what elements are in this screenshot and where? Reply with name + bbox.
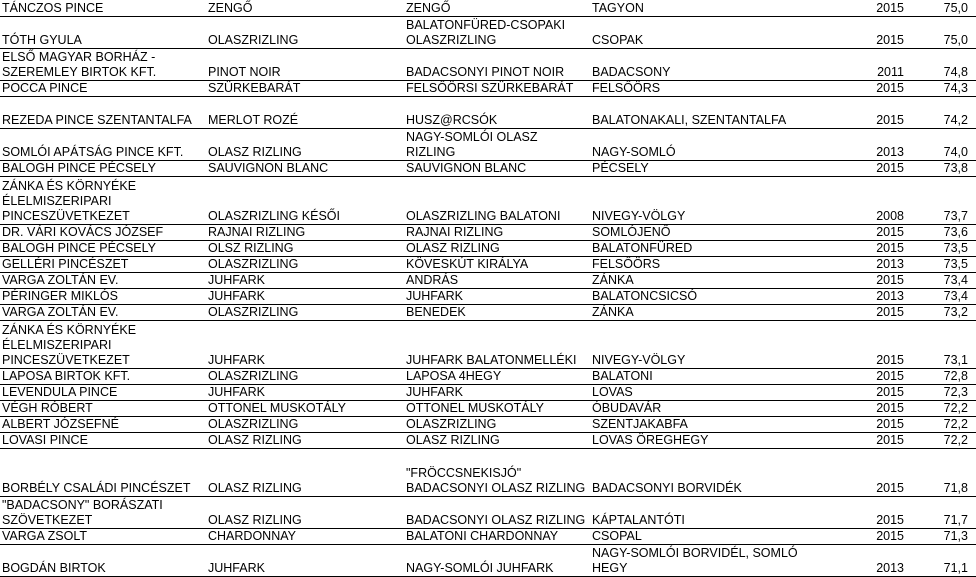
table-row	[0, 240, 976, 256]
variety-cell: JUHFARK	[206, 384, 404, 400]
region-cell: KÁPTALANTÓTI	[590, 496, 800, 528]
region-cell: BALATONCSICSÓ	[590, 288, 800, 304]
variety-cell: OLASZRIZLING	[206, 16, 404, 48]
score-cell: 73,2	[914, 304, 976, 320]
wine-name-cell: JUHFARK	[404, 288, 590, 304]
variety-cell: SAUVIGNON BLANC	[206, 160, 404, 176]
wine-name-cell: SAUVIGNON BLANC	[404, 160, 590, 176]
table-row	[0, 128, 976, 160]
variety-cell: SZÜRKEBARÁT	[206, 80, 404, 96]
variety-cell: OLASZRIZLING	[206, 416, 404, 432]
region-cell: CSOPAK	[590, 16, 800, 48]
variety-cell: OLASZ RIZLING	[206, 496, 404, 528]
winery-cell: VARGA ZOLTÁN EV.	[0, 272, 206, 288]
region-cell: FELSŐÖRS	[590, 80, 800, 96]
region-cell: ZÁNKA	[590, 304, 800, 320]
vintage-cell: 2011	[800, 48, 914, 80]
region-cell: NIVEGY-VÖLGY	[590, 320, 800, 368]
winery-cell: POCCA PINCE	[0, 80, 206, 96]
region-cell: BADACSONYI BORVIDÉK	[590, 448, 800, 496]
table-row	[0, 544, 976, 576]
score-cell: 73,1	[914, 320, 976, 368]
winery-cell: VÉGH RÓBERT	[0, 400, 206, 416]
table-row	[0, 48, 976, 80]
score-cell: 71,1	[914, 544, 976, 576]
variety-cell: CHARDONNAY	[206, 528, 404, 544]
winery-cell: ZÁNKA ÉS KÖRNYÉKE ÉLELMISZERIPARI PINCESZÜVETKEZET	[0, 176, 206, 224]
variety-cell: JUHFARK	[206, 320, 404, 368]
variety-cell: RAJNAI RIZLING	[206, 224, 404, 240]
table-row	[0, 448, 976, 496]
vintage-cell: 2013	[800, 288, 914, 304]
winery-cell: REZEDA PINCE SZENTANTALFA	[0, 96, 206, 128]
vintage-cell: 2015	[800, 160, 914, 176]
winery-cell: VARGA ZSOLT	[0, 528, 206, 544]
wine-name-cell: LAPOSA 4HEGY	[404, 368, 590, 384]
table-row	[0, 400, 976, 416]
region-cell: NIVEGY-VÖLGY	[590, 176, 800, 224]
table-row	[0, 256, 976, 272]
vintage-cell: 2015	[800, 0, 914, 16]
region-cell: BALATONAKALI, SZENTANTALFA	[590, 96, 800, 128]
table-row	[0, 272, 976, 288]
vintage-cell: 2013	[800, 256, 914, 272]
wine-name-cell: BADACSONYI OLASZ RIZLING	[404, 496, 590, 528]
variety-cell: MERLOT ROZÉ	[206, 96, 404, 128]
vintage-cell: 2015	[800, 304, 914, 320]
wine-name-cell: HUSZ@RCSÓK	[404, 96, 590, 128]
region-cell: FELSŐÖRS	[590, 256, 800, 272]
wine-name-cell: NAGY-SOMLÓI JUHFARK	[404, 544, 590, 576]
region-cell: LOVAS ÖREGHEGY	[590, 432, 800, 448]
score-cell: 71,7	[914, 496, 976, 528]
score-cell: 74,0	[914, 128, 976, 160]
wine-name-cell: OLASZ RIZLING	[404, 240, 590, 256]
region-cell: SZENTJAKABFA	[590, 416, 800, 432]
winery-cell: LEVENDULA PINCE	[0, 384, 206, 400]
vintage-cell: 2015	[800, 496, 914, 528]
score-cell: 73,4	[914, 288, 976, 304]
variety-cell: JUHFARK	[206, 272, 404, 288]
wine-name-cell: BENEDEK	[404, 304, 590, 320]
winery-cell: TÁNCZOS PINCE	[0, 0, 206, 16]
vintage-cell: 2015	[800, 272, 914, 288]
table-row	[0, 320, 976, 368]
variety-cell: OLASZRIZLING KÉSŐI	[206, 176, 404, 224]
variety-cell: OLASZ RIZLING	[206, 128, 404, 160]
score-cell: 73,6	[914, 224, 976, 240]
winery-cell: LAPOSA BIRTOK KFT.	[0, 368, 206, 384]
vintage-cell: 2015	[800, 16, 914, 48]
wine-name-cell: OLASZ RIZLING	[404, 432, 590, 448]
table-row	[0, 432, 976, 448]
winery-cell: BOGDÁN BIRTOK	[0, 544, 206, 576]
vintage-cell: 2013	[800, 128, 914, 160]
vintage-cell: 2015	[800, 80, 914, 96]
score-cell: 73,8	[914, 160, 976, 176]
variety-cell: OLASZRIZLING	[206, 368, 404, 384]
variety-cell: JUHFARK	[206, 544, 404, 576]
table-row	[0, 288, 976, 304]
vintage-cell: 2015	[800, 432, 914, 448]
region-cell: ZÁNKA	[590, 272, 800, 288]
vintage-cell: 2015	[800, 528, 914, 544]
table-row	[0, 16, 976, 48]
region-cell: CSOPAL	[590, 528, 800, 544]
region-cell: BALATONI	[590, 368, 800, 384]
variety-cell: OLSZ RIZLING	[206, 240, 404, 256]
region-cell: SOMLÓJENŐ	[590, 224, 800, 240]
table-row	[0, 224, 976, 240]
score-cell: 74,3	[914, 80, 976, 96]
score-cell: 72,2	[914, 400, 976, 416]
table-row	[0, 368, 976, 384]
winery-cell: DR. VÁRI KOVÁCS JÓZSEF	[0, 224, 206, 240]
score-cell: 72,2	[914, 416, 976, 432]
score-cell: 73,7	[914, 176, 976, 224]
table-row	[0, 416, 976, 432]
winery-cell: ZÁNKA ÉS KÖRNYÉKE ÉLELMISZERIPARI PINCESZÜVETKEZET	[0, 320, 206, 368]
winery-cell: SOMLÓI APÁTSÁG PINCE KFT.	[0, 128, 206, 160]
table-row	[0, 176, 976, 224]
table-row	[0, 96, 976, 128]
region-cell: LOVAS	[590, 384, 800, 400]
score-cell: 75,0	[914, 16, 976, 48]
wine-name-cell: OLASZRIZLING BALATONI	[404, 176, 590, 224]
table-row	[0, 496, 976, 528]
wine-name-cell: BALATONFÜRED-CSOPAKI OLASZRIZLING	[404, 16, 590, 48]
score-cell: 71,3	[914, 528, 976, 544]
score-cell: 74,2	[914, 96, 976, 128]
wine-name-cell: BADACSONYI PINOT NOIR	[404, 48, 590, 80]
score-cell: 71,8	[914, 448, 976, 496]
variety-cell: OLASZ RIZLING	[206, 448, 404, 496]
vintage-cell: 2015	[800, 224, 914, 240]
winery-cell: BORBÉLY CSALÁDI PINCÉSZET	[0, 448, 206, 496]
vintage-cell: 2015	[800, 240, 914, 256]
region-cell: TAGYON	[590, 0, 800, 16]
score-cell: 73,4	[914, 272, 976, 288]
region-cell: NAGY-SOMLÓI BORVIDÉL, SOMLÓ HEGY	[590, 544, 800, 576]
variety-cell: OTTONEL MUSKOTÁLY	[206, 400, 404, 416]
variety-cell: JUHFARK	[206, 288, 404, 304]
vintage-cell: 2015	[800, 448, 914, 496]
vintage-cell: 2015	[800, 320, 914, 368]
score-cell: 72,2	[914, 432, 976, 448]
winery-cell: VARGA ZOLTÁN EV.	[0, 304, 206, 320]
winery-cell: GELLÉRI PINCÉSZET	[0, 256, 206, 272]
score-cell: 72,8	[914, 368, 976, 384]
vintage-cell: 2013	[800, 544, 914, 576]
vintage-cell: 2015	[800, 368, 914, 384]
wine-name-cell: KÖVESKÚT KIRÁLYA	[404, 256, 590, 272]
winery-cell: "BADACSONY" BORÁSZATI SZÖVETKEZET	[0, 496, 206, 528]
score-cell: 73,5	[914, 240, 976, 256]
wine-name-cell: ANDRÁS	[404, 272, 590, 288]
region-cell: NAGY-SOMLÓ	[590, 128, 800, 160]
score-cell: 75,0	[914, 0, 976, 16]
score-cell: 74,8	[914, 48, 976, 80]
wine-name-cell: BALATONI CHARDONNAY	[404, 528, 590, 544]
variety-cell: OLASZRIZLING	[206, 304, 404, 320]
table-row	[0, 80, 976, 96]
wine-name-cell: ZENGŐ	[404, 0, 590, 16]
vintage-cell: 2015	[800, 384, 914, 400]
winery-cell: ELSŐ MAGYAR BORHÁZ - SZEREMLEY BIRTOK KFT.	[0, 48, 206, 80]
winery-cell: TÓTH GYULA	[0, 16, 206, 48]
winery-cell: LOVASI PINCE	[0, 432, 206, 448]
wine-name-cell: JUHFARK BALATONMELLÉKI	[404, 320, 590, 368]
variety-cell: OLASZ RIZLING	[206, 432, 404, 448]
winery-cell: PÉRINGER MIKLÓS	[0, 288, 206, 304]
winery-cell: ALBERT JÓZSEFNÉ	[0, 416, 206, 432]
wine-name-cell: OTTONEL MUSKOTÁLY	[404, 400, 590, 416]
variety-cell: PINOT NOIR	[206, 48, 404, 80]
wine-name-cell: NAGY-SOMLÓI OLASZ RIZLING	[404, 128, 590, 160]
region-cell: BALATONFÜRED	[590, 240, 800, 256]
table-row	[0, 160, 976, 176]
table-row	[0, 384, 976, 400]
table-row	[0, 304, 976, 320]
variety-cell: ZENGŐ	[206, 0, 404, 16]
table-row	[0, 528, 976, 544]
table-row	[0, 0, 976, 16]
vintage-cell: 2008	[800, 176, 914, 224]
vintage-cell: 2015	[800, 400, 914, 416]
wine-name-cell: "FRÖCCSNEKISJÓ" BADACSONYI OLASZ RIZLING	[404, 448, 590, 496]
wine-name-cell: RAJNAI RIZLING	[404, 224, 590, 240]
region-cell: ÓBUDAVÁR	[590, 400, 800, 416]
score-cell: 73,5	[914, 256, 976, 272]
wine-name-cell: JUHFARK	[404, 384, 590, 400]
wine-name-cell: FELSŐÖRSI SZÜRKEBARÁT	[404, 80, 590, 96]
winery-cell: BALOGH PINCE PÉCSELY	[0, 240, 206, 256]
score-cell: 72,3	[914, 384, 976, 400]
region-cell: PÉCSELY	[590, 160, 800, 176]
variety-cell: OLASZRIZLING	[206, 256, 404, 272]
region-cell: BADACSONY	[590, 48, 800, 80]
winery-cell: BALOGH PINCE PÉCSELY	[0, 160, 206, 176]
wine-name-cell: OLASZRIZLING	[404, 416, 590, 432]
vintage-cell: 2015	[800, 416, 914, 432]
vintage-cell: 2015	[800, 96, 914, 128]
